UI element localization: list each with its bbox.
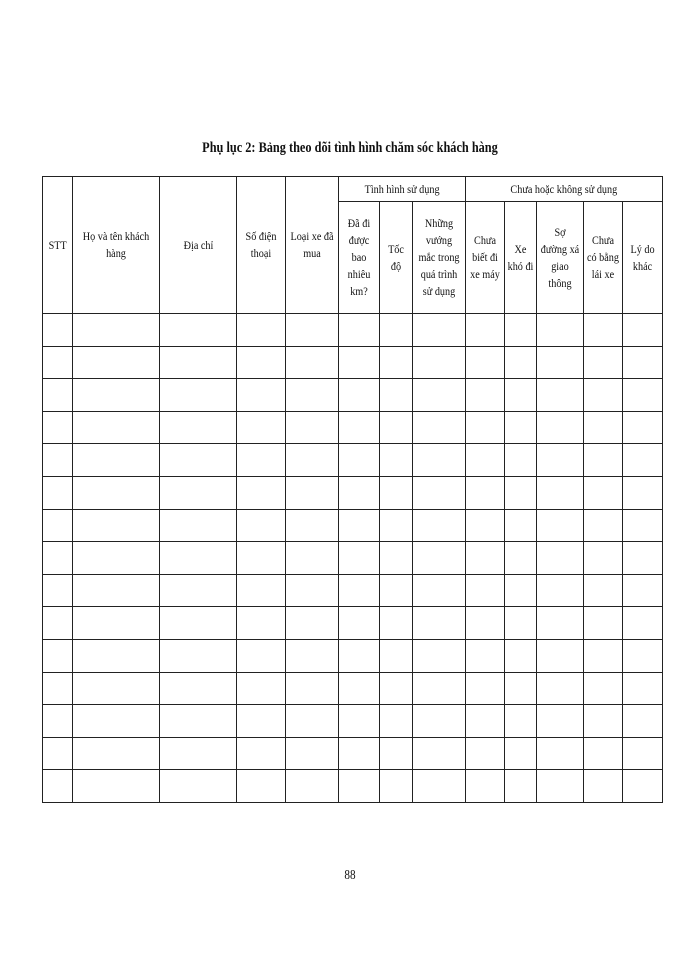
table-cell xyxy=(537,705,584,738)
table-cell xyxy=(339,574,380,607)
table-cell xyxy=(537,509,584,542)
table-cell xyxy=(584,770,623,803)
table-cell xyxy=(413,509,466,542)
table-cell xyxy=(160,379,237,412)
table-cell xyxy=(466,411,505,444)
table-cell xyxy=(286,476,339,509)
table-cell xyxy=(466,509,505,542)
page-number: 88 xyxy=(344,868,356,883)
table-cell xyxy=(43,509,73,542)
table-cell xyxy=(505,444,537,477)
table-cell xyxy=(584,672,623,705)
table-cell xyxy=(623,574,663,607)
table-row xyxy=(43,509,663,542)
table-cell xyxy=(73,444,160,477)
table-cell xyxy=(584,314,623,347)
table-cell xyxy=(537,672,584,705)
table-cell xyxy=(413,607,466,640)
table-cell xyxy=(537,379,584,412)
table-cell xyxy=(43,607,73,640)
table-cell xyxy=(160,770,237,803)
table-cell xyxy=(413,379,466,412)
table-cell xyxy=(466,639,505,672)
table-cell xyxy=(43,476,73,509)
table-cell xyxy=(537,444,584,477)
table-cell xyxy=(160,444,237,477)
table-row xyxy=(43,542,663,575)
table-cell xyxy=(623,770,663,803)
table-cell xyxy=(380,607,413,640)
table-cell xyxy=(466,379,505,412)
table-cell xyxy=(160,476,237,509)
table-cell xyxy=(413,444,466,477)
table-row xyxy=(43,379,663,412)
table-cell xyxy=(339,770,380,803)
table-cell xyxy=(237,411,286,444)
table-cell xyxy=(466,542,505,575)
table-cell xyxy=(43,639,73,672)
table-cell xyxy=(286,346,339,379)
table-cell xyxy=(584,607,623,640)
table-cell xyxy=(380,346,413,379)
table-cell xyxy=(160,411,237,444)
table-cell xyxy=(584,476,623,509)
table-cell xyxy=(160,607,237,640)
table-cell xyxy=(537,476,584,509)
table-cell xyxy=(237,607,286,640)
table-cell xyxy=(584,574,623,607)
table-cell xyxy=(339,639,380,672)
header-usage-issues: Những vướng mắc trong quá trình sử dụng xyxy=(413,202,466,314)
table-cell xyxy=(237,314,286,347)
table-cell xyxy=(623,379,663,412)
table-cell xyxy=(413,770,466,803)
table-cell xyxy=(623,607,663,640)
table-cell xyxy=(43,672,73,705)
table-cell xyxy=(286,705,339,738)
table-cell xyxy=(505,346,537,379)
table-cell xyxy=(339,542,380,575)
table-cell xyxy=(339,444,380,477)
table-cell xyxy=(73,639,160,672)
table-cell xyxy=(623,737,663,770)
table-cell xyxy=(466,737,505,770)
table-cell xyxy=(73,737,160,770)
header-usage-km: Đã đi được bao nhiêu km? xyxy=(339,202,380,314)
table-row xyxy=(43,476,663,509)
table-cell xyxy=(286,770,339,803)
table-cell xyxy=(537,574,584,607)
table-cell xyxy=(73,607,160,640)
table-cell xyxy=(339,705,380,738)
table-cell xyxy=(73,770,160,803)
table-cell xyxy=(466,476,505,509)
table-cell xyxy=(537,346,584,379)
header-vehicle-type: Loại xe đã mua xyxy=(286,177,339,314)
table-cell xyxy=(584,705,623,738)
table-cell xyxy=(286,444,339,477)
table-cell xyxy=(505,737,537,770)
table-cell xyxy=(584,509,623,542)
table-cell xyxy=(413,476,466,509)
page-title: Phụ lục 2: Bảng theo dõi tình hình chăm sóc khách hàng xyxy=(202,140,498,156)
table-cell xyxy=(339,476,380,509)
table-cell xyxy=(623,444,663,477)
table-cell xyxy=(73,411,160,444)
table-cell xyxy=(43,542,73,575)
table-cell xyxy=(380,705,413,738)
table-cell xyxy=(160,737,237,770)
table-cell xyxy=(237,737,286,770)
table-cell xyxy=(43,346,73,379)
table-cell xyxy=(237,542,286,575)
table-cell xyxy=(505,476,537,509)
table-cell xyxy=(584,411,623,444)
table-cell xyxy=(584,444,623,477)
table-cell xyxy=(584,737,623,770)
table-row xyxy=(43,737,663,770)
table-cell xyxy=(505,770,537,803)
table-cell xyxy=(43,574,73,607)
table-row xyxy=(43,672,663,705)
table-cell xyxy=(43,770,73,803)
table-cell xyxy=(413,314,466,347)
table-cell xyxy=(466,444,505,477)
table-cell xyxy=(160,346,237,379)
table-cell xyxy=(623,509,663,542)
table-cell xyxy=(584,542,623,575)
table-cell xyxy=(339,607,380,640)
table-cell xyxy=(413,574,466,607)
table-cell xyxy=(73,509,160,542)
table-cell xyxy=(584,346,623,379)
table-cell xyxy=(413,346,466,379)
table-cell xyxy=(623,314,663,347)
table-cell xyxy=(537,737,584,770)
table-cell xyxy=(160,509,237,542)
header-nonuse-no-license: Chưa có bằng lái xe xyxy=(584,202,623,314)
table-cell xyxy=(380,737,413,770)
header-usage-group: Tình hình sử dụng xyxy=(339,177,466,202)
table-cell xyxy=(413,737,466,770)
table-cell xyxy=(505,639,537,672)
table-row xyxy=(43,444,663,477)
header-stt: STT xyxy=(43,177,73,314)
table-cell xyxy=(237,476,286,509)
table-cell xyxy=(73,574,160,607)
table-cell xyxy=(466,607,505,640)
table-cell xyxy=(466,346,505,379)
table-cell xyxy=(339,346,380,379)
table-cell xyxy=(339,314,380,347)
table-row xyxy=(43,770,663,803)
customer-care-table xyxy=(42,176,663,803)
table-cell xyxy=(466,574,505,607)
table-cell xyxy=(380,574,413,607)
table-cell xyxy=(339,509,380,542)
table-cell xyxy=(160,314,237,347)
table-row xyxy=(43,411,663,444)
table-cell xyxy=(43,705,73,738)
table-cell xyxy=(237,444,286,477)
table-cell xyxy=(43,444,73,477)
table-cell xyxy=(380,411,413,444)
table-cell xyxy=(73,314,160,347)
table-row xyxy=(43,346,663,379)
table-cell xyxy=(413,705,466,738)
table-cell xyxy=(413,542,466,575)
header-customer-name: Họ và tên khách hàng xyxy=(73,177,160,314)
table-cell xyxy=(160,705,237,738)
table-cell xyxy=(43,737,73,770)
table-cell xyxy=(286,542,339,575)
header-phone: Số điện thoại xyxy=(237,177,286,314)
table-cell xyxy=(413,639,466,672)
table-cell xyxy=(466,770,505,803)
table-cell xyxy=(286,379,339,412)
table-cell xyxy=(73,672,160,705)
table-row xyxy=(43,639,663,672)
table-cell xyxy=(339,737,380,770)
table-cell xyxy=(339,379,380,412)
table-cell xyxy=(286,737,339,770)
table-cell xyxy=(537,770,584,803)
table-row xyxy=(43,574,663,607)
table-cell xyxy=(160,574,237,607)
table-cell xyxy=(505,542,537,575)
table-cell xyxy=(623,476,663,509)
table-row xyxy=(43,705,663,738)
table-cell xyxy=(339,672,380,705)
table-cell xyxy=(160,542,237,575)
table-cell xyxy=(537,542,584,575)
table-cell xyxy=(505,314,537,347)
table-cell xyxy=(380,379,413,412)
table-body xyxy=(43,314,663,803)
table-cell xyxy=(160,639,237,672)
header-nonuse-cannot-ride: Chưa biết đi xe máy xyxy=(466,202,505,314)
table-cell xyxy=(73,346,160,379)
table-cell xyxy=(237,574,286,607)
table-cell xyxy=(237,379,286,412)
table-cell xyxy=(380,509,413,542)
table-cell xyxy=(505,574,537,607)
table-cell xyxy=(623,672,663,705)
table-cell xyxy=(286,314,339,347)
table-cell xyxy=(380,542,413,575)
table-cell xyxy=(413,411,466,444)
table-cell xyxy=(237,346,286,379)
table-cell xyxy=(505,705,537,738)
table-cell xyxy=(73,379,160,412)
table-cell xyxy=(413,672,466,705)
table-cell xyxy=(73,542,160,575)
table-cell xyxy=(537,314,584,347)
table-cell xyxy=(380,476,413,509)
table-cell xyxy=(584,639,623,672)
table-cell xyxy=(584,379,623,412)
table-cell xyxy=(237,509,286,542)
table-cell xyxy=(339,411,380,444)
table-cell xyxy=(286,672,339,705)
table-cell xyxy=(466,672,505,705)
table-cell xyxy=(623,705,663,738)
table-cell xyxy=(237,672,286,705)
table-cell xyxy=(380,672,413,705)
table-cell xyxy=(286,639,339,672)
header-nonuse-other-reason: Lý do khác xyxy=(623,202,663,314)
table-cell xyxy=(286,607,339,640)
table-cell xyxy=(623,411,663,444)
table-cell xyxy=(237,705,286,738)
table-cell xyxy=(380,444,413,477)
table-cell xyxy=(43,411,73,444)
table-cell xyxy=(73,705,160,738)
table-cell xyxy=(237,639,286,672)
table-cell xyxy=(623,346,663,379)
table-cell xyxy=(380,639,413,672)
table-cell xyxy=(43,379,73,412)
header-nonuse-group: Chưa hoặc không sử dụng xyxy=(466,177,663,202)
table-cell xyxy=(286,574,339,607)
table-cell xyxy=(380,770,413,803)
table-cell xyxy=(505,607,537,640)
header-nonuse-hard-to-ride: Xe khó đi xyxy=(505,202,537,314)
table-row xyxy=(43,607,663,640)
table-cell xyxy=(73,476,160,509)
table-cell xyxy=(237,770,286,803)
table-cell xyxy=(623,639,663,672)
table-cell xyxy=(43,314,73,347)
header-nonuse-traffic-fear: Sợ đường xá giao thông xyxy=(537,202,584,314)
table-cell xyxy=(286,509,339,542)
header-address: Địa chỉ xyxy=(160,177,237,314)
table-cell xyxy=(537,639,584,672)
table-cell xyxy=(380,314,413,347)
table-cell xyxy=(537,411,584,444)
table-cell xyxy=(505,672,537,705)
table-row xyxy=(43,314,663,347)
table-cell xyxy=(623,542,663,575)
table-cell xyxy=(466,314,505,347)
table-cell xyxy=(505,411,537,444)
table-cell xyxy=(466,705,505,738)
table-cell xyxy=(537,607,584,640)
header-usage-speed: Tốc độ xyxy=(380,202,413,314)
table-cell xyxy=(505,379,537,412)
table-cell xyxy=(160,672,237,705)
table-cell xyxy=(505,509,537,542)
table-cell xyxy=(286,411,339,444)
